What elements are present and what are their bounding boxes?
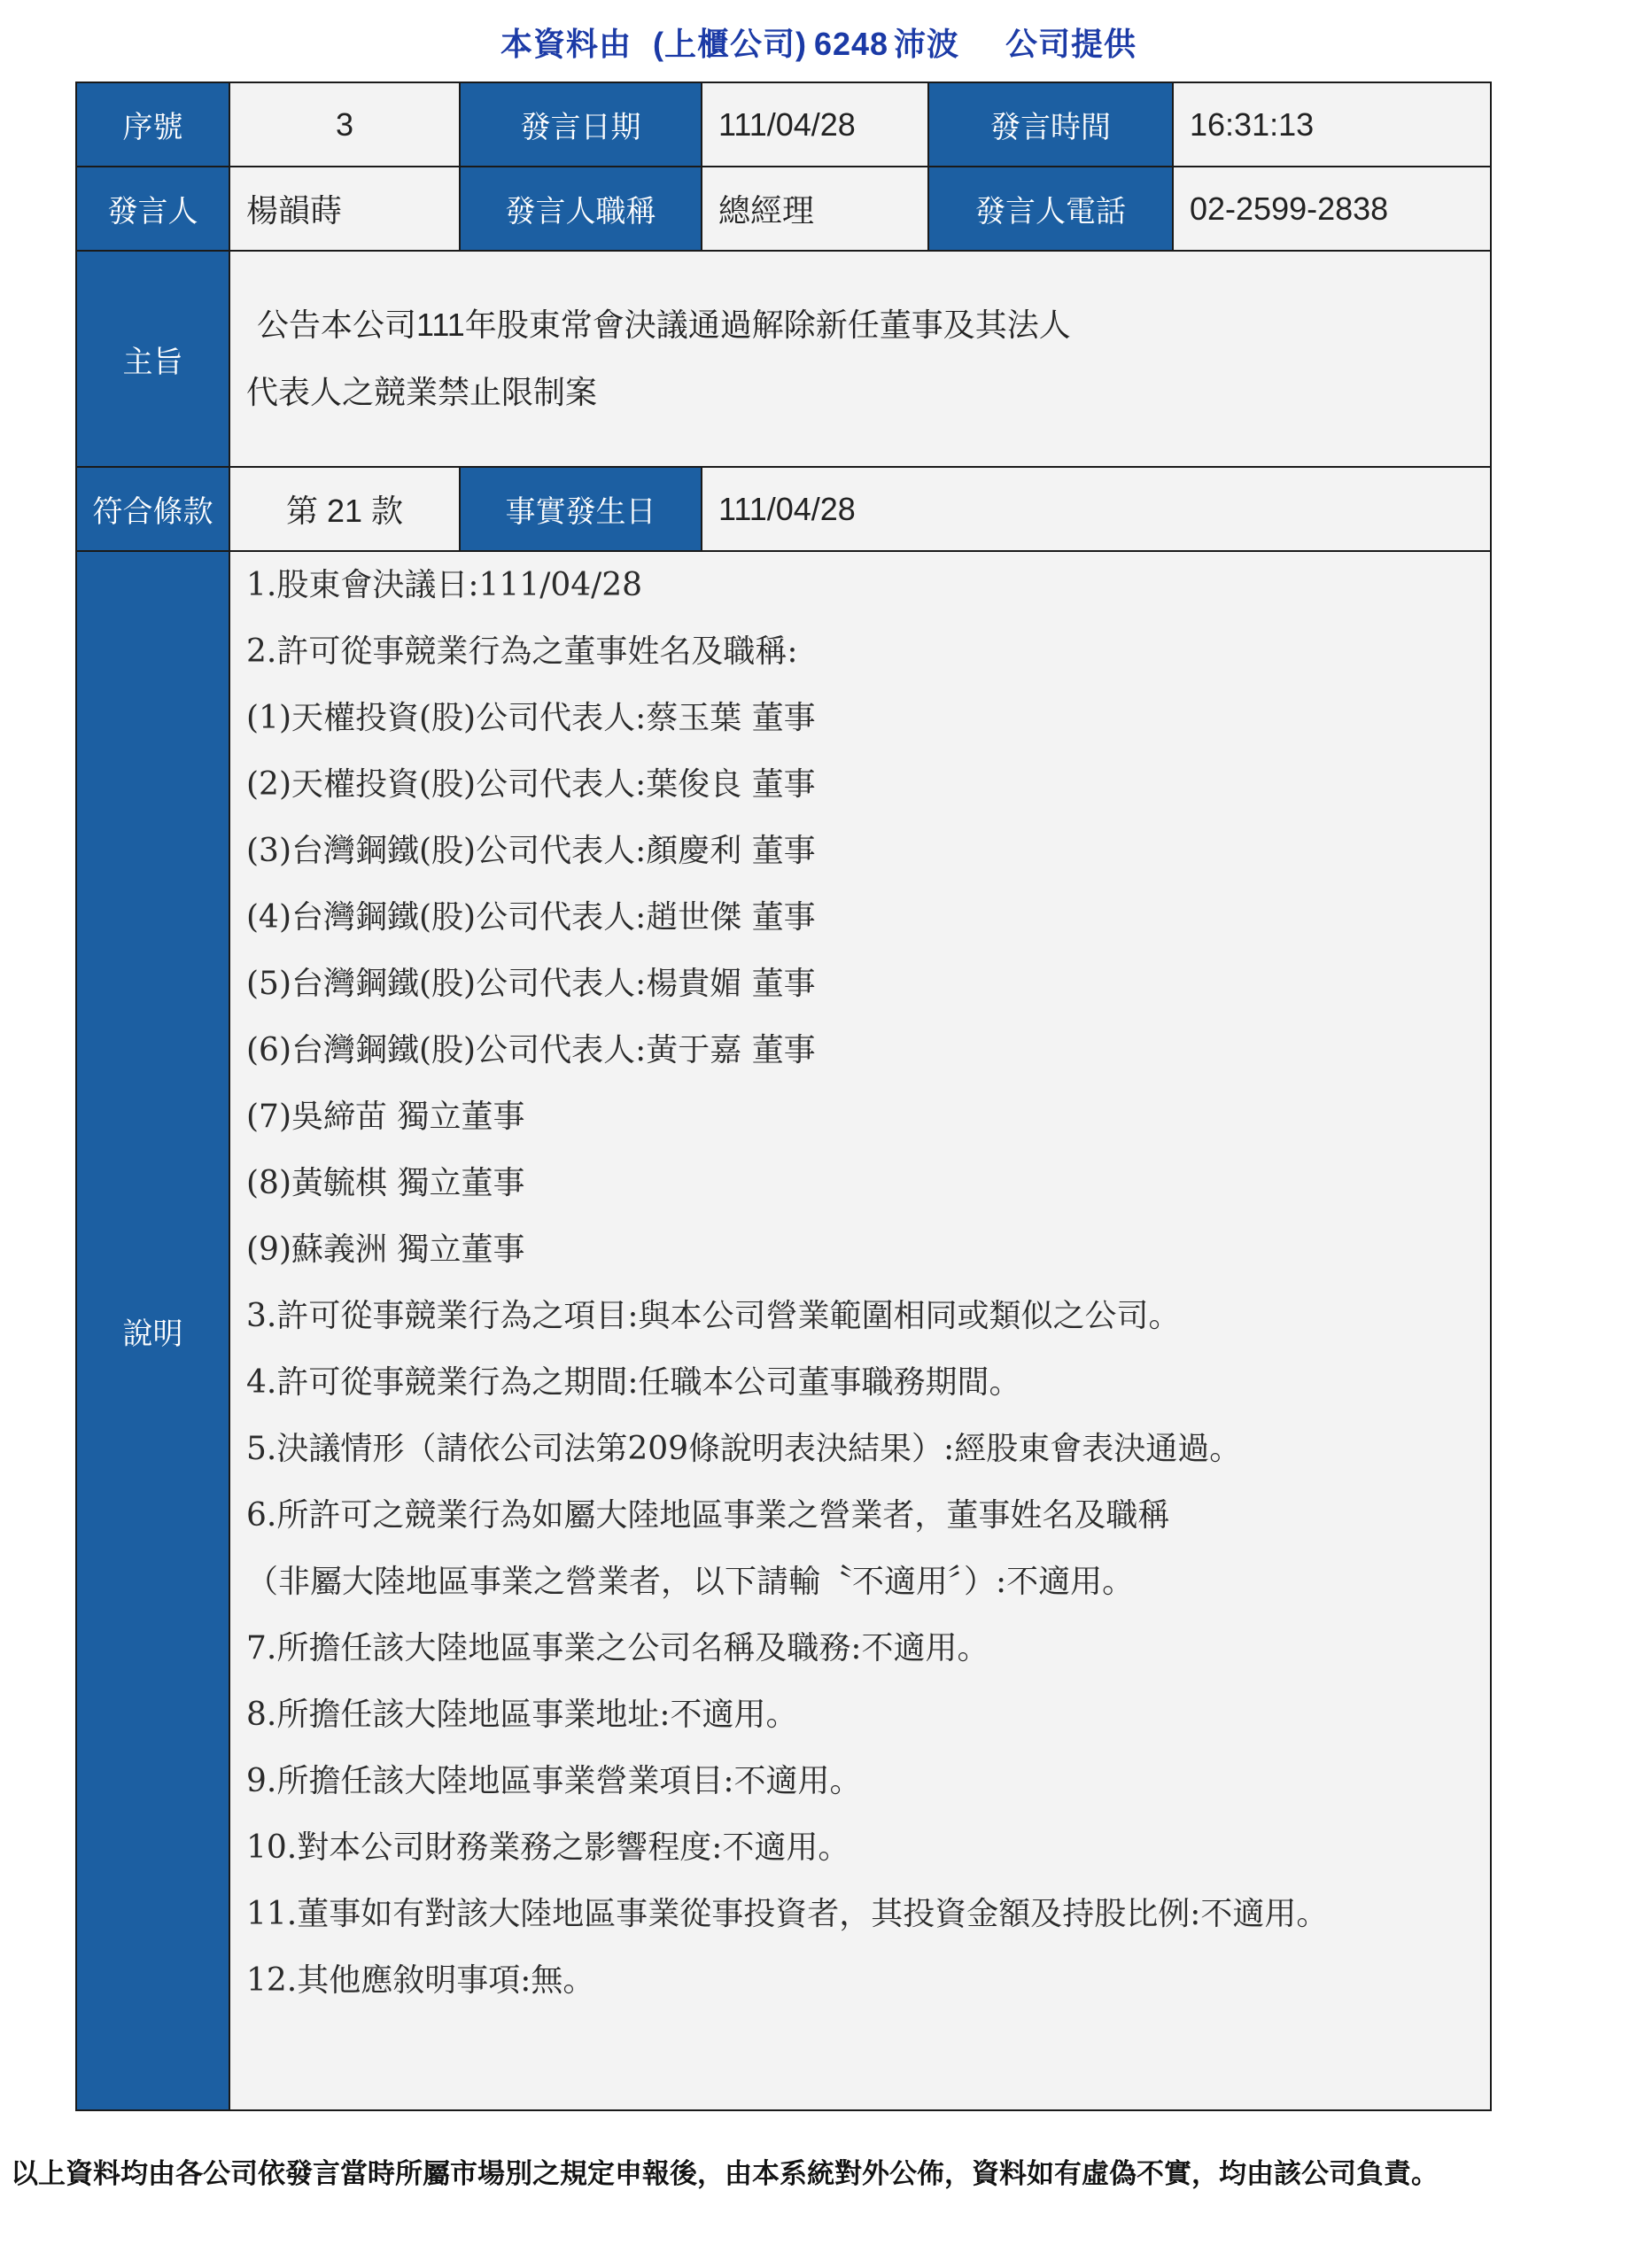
row-speaker — [76, 167, 1491, 251]
time-value: 16:31:13 — [1173, 82, 1491, 167]
date-label: 發言日期 — [460, 82, 702, 167]
subject-line-1: 公告本公司111年股東常會決議通過解除新任董事及其法人 — [257, 307, 1071, 343]
header-market: (上櫃公司) — [652, 26, 807, 62]
row-clause — [76, 467, 1491, 551]
description-line: 3.許可從事競業行為之項目:與本公司營業範圍相同或類似之公司。 — [246, 1298, 1181, 1334]
description-line: (6)台灣鋼鐵(股)公司代表人:黃于嘉 董事 — [246, 1032, 816, 1068]
seq-value: 3 — [229, 82, 460, 167]
speaker-title-value: 總經理 — [702, 167, 928, 251]
page-header — [0, 19, 1637, 65]
header-company: 沛波 — [894, 26, 960, 62]
clause-label: 符合條款 — [76, 467, 229, 551]
fact-date-label: 事實發生日 — [460, 467, 702, 551]
header-prefix: 本資料由 — [500, 26, 632, 62]
description-line: (2)天權投資(股)公司代表人:葉俊良 董事 — [246, 766, 816, 803]
description-line: 10.對本公司財務業務之影響程度:不適用。 — [246, 1829, 850, 1866]
footer-disclaimer: 以上資料均由各公司依發言當時所屬市場別之規定申報後，由本系統對外公佈，資料如有虛偽不實，均由該公司負責。 — [11, 2158, 1439, 2189]
description-line: 9.所擔任該大陸地區事業營業項目:不適用。 — [246, 1763, 862, 1799]
description-line: 5.決議情形（請依公司法第209條說明表決結果）:經股東會表決通過。 — [246, 1431, 1242, 1467]
clause-value: 第 21 款 — [229, 467, 460, 551]
speaker-label: 發言人 — [76, 167, 229, 251]
speaker-value: 楊韻蒔 — [229, 167, 460, 251]
subject-line-2: 代表人之競業禁止限制案 — [246, 374, 598, 410]
description-line: 12.其他應敘明事項:無。 — [246, 1962, 595, 1999]
description-line: (9)蘇義洲 獨立董事 — [246, 1231, 525, 1268]
speaker-title-label: 發言人職稱 — [460, 167, 702, 251]
header-suffix: 公司提供 — [1005, 26, 1137, 62]
description-line: （非屬大陸地區事業之營業者，以下請輸〝不適用〞）:不適用。 — [246, 1564, 1135, 1600]
description-body — [229, 551, 1491, 2110]
description-line: 4.許可從事競業行為之期間:任職本公司董事職務期間。 — [246, 1364, 1021, 1401]
speaker-phone-label: 發言人電話 — [928, 167, 1173, 251]
description-line: 7.所擔任該大陸地區事業之公司名稱及職務:不適用。 — [246, 1630, 989, 1666]
seq-label: 序號 — [76, 82, 229, 167]
date-value: 111/04/28 — [702, 82, 928, 167]
row-description — [76, 551, 1491, 2110]
description-line: (3)台灣鋼鐵(股)公司代表人:顏慶利 董事 — [246, 833, 816, 869]
row-sequence — [76, 82, 1491, 167]
description-line: (8)黃毓棋 獨立董事 — [246, 1165, 525, 1201]
description-line: 1.股東會決議日:111/04/28 — [246, 567, 643, 603]
time-label: 發言時間 — [928, 82, 1173, 167]
announcement-table — [75, 82, 1492, 2111]
description-line: 2.許可從事競業行為之董事姓名及職稱: — [246, 633, 798, 670]
description-line: 8.所擔任該大陸地區事業地址:不適用。 — [246, 1697, 798, 1733]
description-line: 6.所許可之競業行為如屬大陸地區事業之營業者，董事姓名及職稱 — [246, 1497, 1170, 1534]
description-label: 說明 — [76, 551, 229, 2110]
description-list — [246, 552, 1490, 2014]
description-line: (7)吳締苗 獨立董事 — [246, 1099, 525, 1135]
description-line: (1)天權投資(股)公司代表人:蔡玉葉 董事 — [246, 700, 816, 736]
speaker-phone-value: 02-2599-2838 — [1173, 167, 1491, 251]
description-line: (5)台灣鋼鐵(股)公司代表人:楊貴媚 董事 — [246, 966, 816, 1002]
row-subject — [76, 251, 1491, 467]
description-line: (4)台灣鋼鐵(股)公司代表人:趙世傑 董事 — [246, 899, 816, 936]
description-line: 11.董事如有對該大陸地區事業從事投資者，其投資金額及持股比例:不適用。 — [246, 1896, 1329, 1932]
header-code: 6248 — [813, 26, 889, 62]
subject-label: 主旨 — [76, 251, 229, 467]
fact-date-value: 111/04/28 — [702, 467, 1491, 551]
subject-value — [229, 251, 1491, 467]
